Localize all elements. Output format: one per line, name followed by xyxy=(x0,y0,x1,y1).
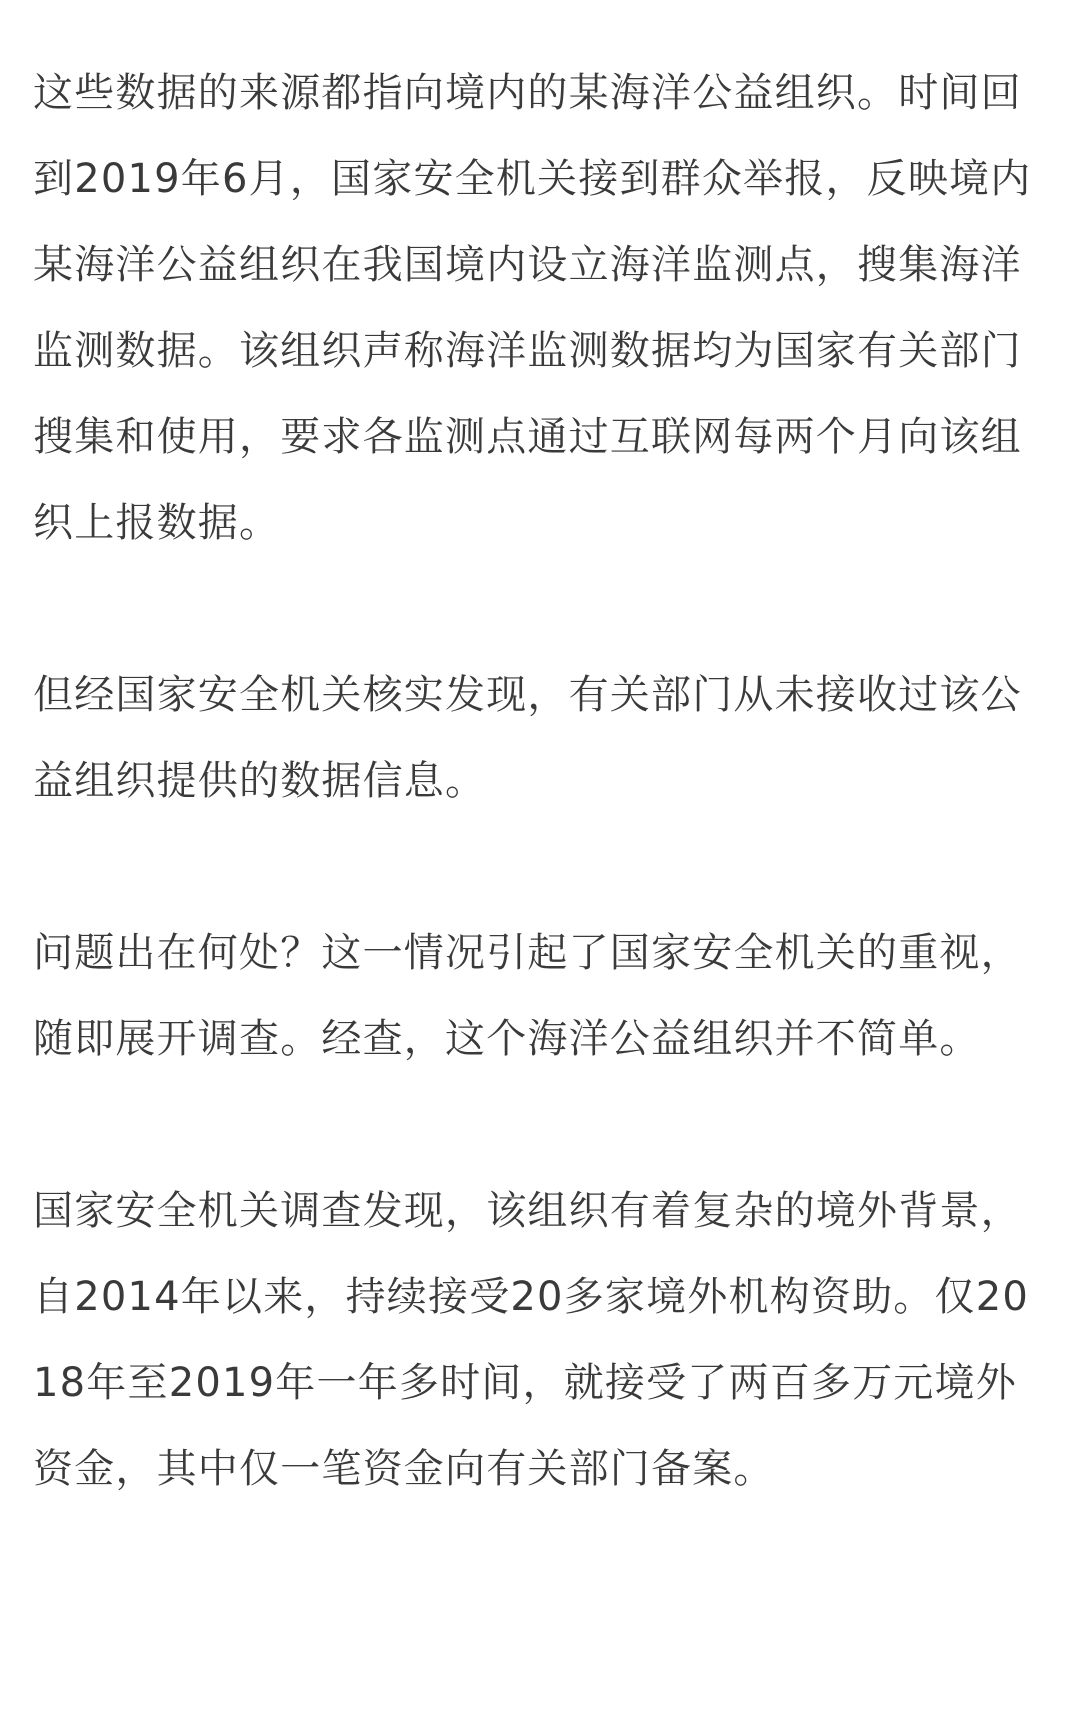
paragraph-foreign-funding: 国家安全机关调查发现，该组织有着复杂的境外背景，自2014年以来，持续接受20多家境外机构资助。仅2018年至2019年一年多时间，就接受了两百多万元境外资金，其中仅一笔资金向有关部门备案。 xyxy=(33,1188,1029,1492)
paragraph-data-source: 这些数据的来源都指向境内的某海洋公益组织。时间回到2019年6月，国家安全机关接到群众举报，反映境内某海洋公益组织在我国境内设立海洋监测点，搜集海洋监测数据。该组织声称海洋监测数据均为国家有关部门搜集和使用，要求各监测点通过互联网每两个月向该组织上报数据。 xyxy=(33,70,1032,546)
paragraph-investigation: 问题出在何处？这一情况引起了国家安全机关的重视，随即展开调查。经查，这个海洋公益组织并不简单。 xyxy=(33,930,1022,1062)
paragraph-verification: 但经国家安全机关核实发现，有关部门从未接收过该公益组织提供的数据信息。 xyxy=(33,672,1022,804)
